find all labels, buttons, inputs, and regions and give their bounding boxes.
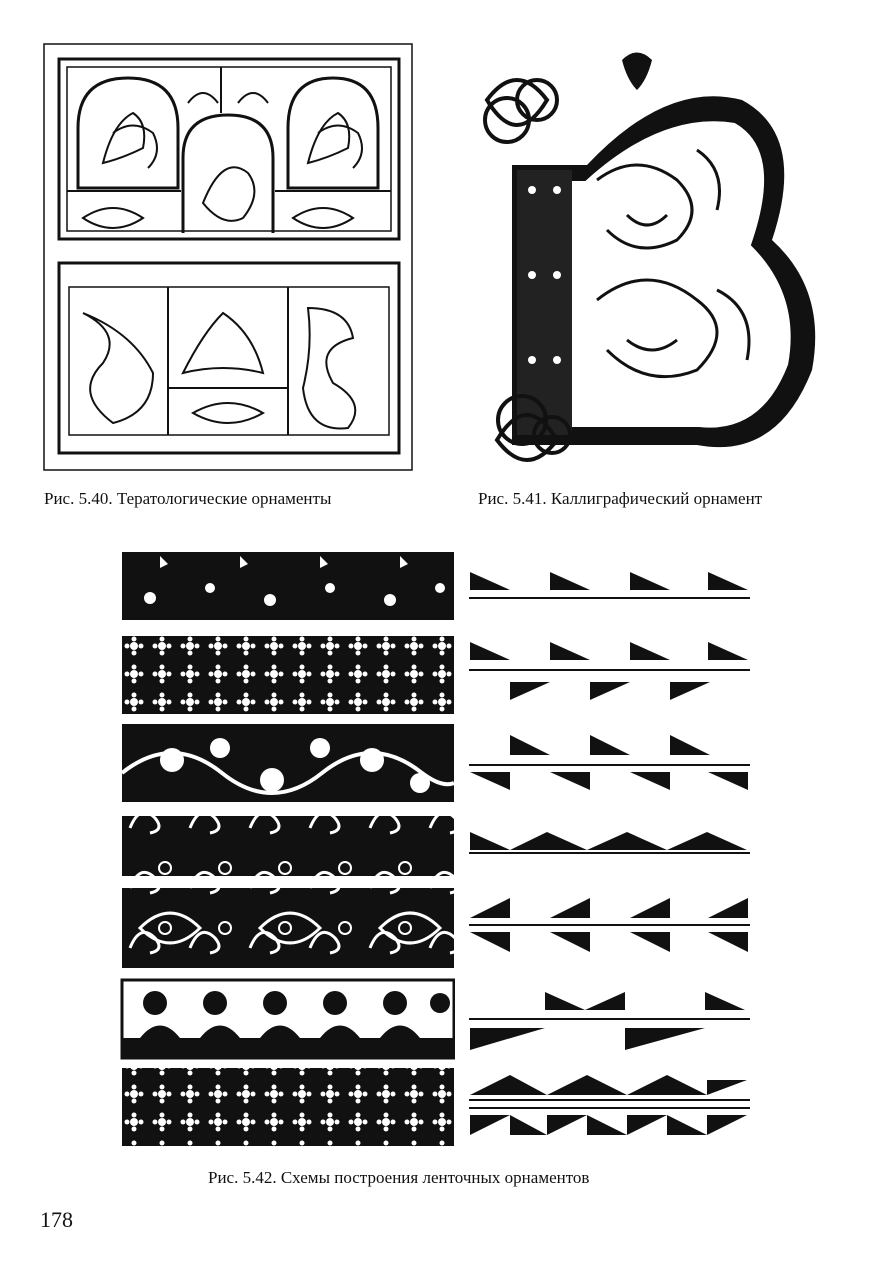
figure-5-42-schemes [465,560,755,1150]
figure-5-40-caption: Рис. 5.40. Тератологические орнаменты [44,489,332,508]
figure-5-42-ornament-bands [120,548,455,1148]
figure-5-42-caption: Рис. 5.42. Схемы построения ленточных орнаментов [208,1168,590,1187]
figure-5-40-image [43,43,413,471]
figure-5-41-caption: Рис. 5.41. Каллиграфический орнамент [478,489,763,508]
page-number: 178 [40,1207,73,1232]
figure-5-41-image [467,40,827,470]
